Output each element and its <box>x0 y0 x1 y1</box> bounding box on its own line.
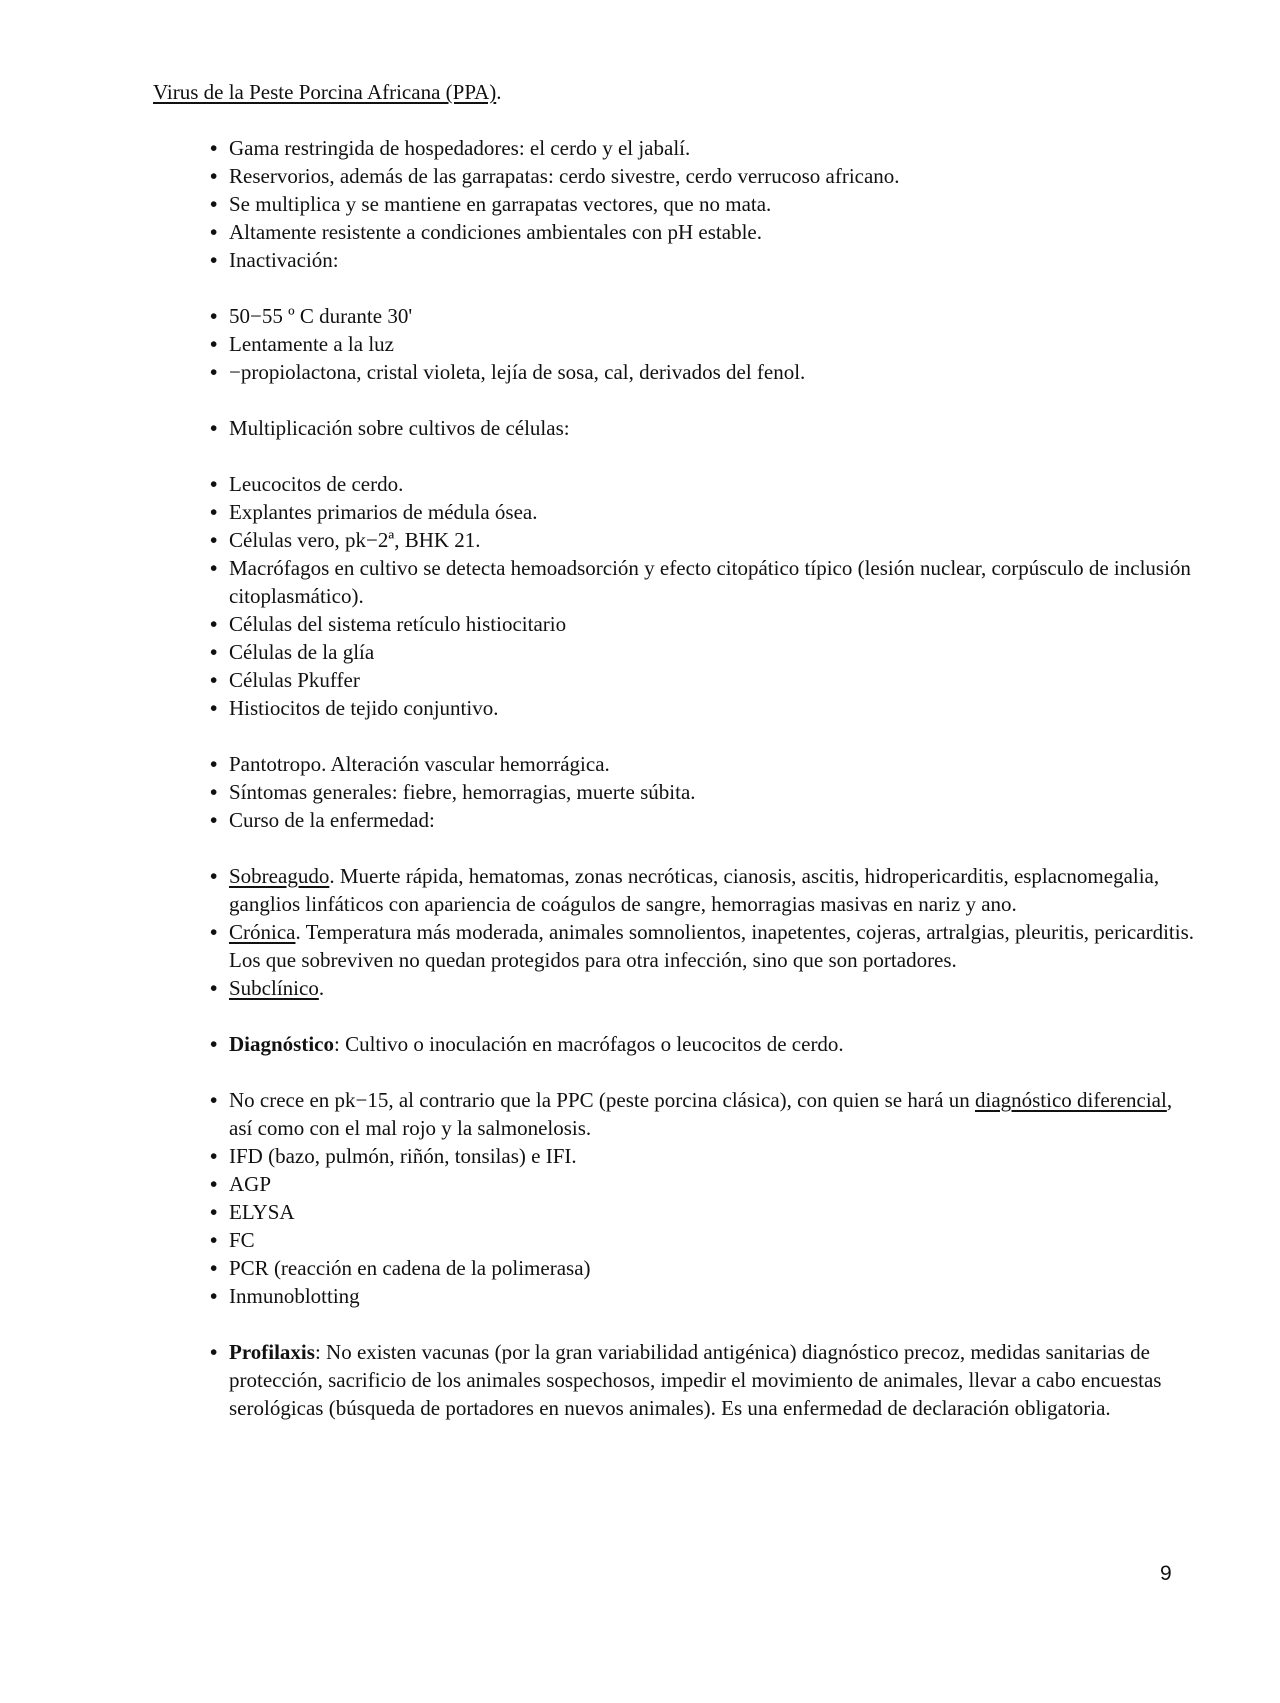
list-item-sobreagudo <box>210 862 1195 918</box>
list-item: • PCR (reacción en cadena de la polimerasa) <box>210 1254 1195 1282</box>
list-item: • Explantes primarios de médula ósea. <box>210 498 1195 526</box>
page-number: 9 <box>1160 1562 1172 1585</box>
list-item: • Células de la glía <box>210 638 1195 666</box>
list-item-subclinico <box>210 974 1195 1002</box>
multiplication-heading-list <box>210 414 1195 442</box>
diag-first-tail: , así como con el mal rojo y la salmonelosis. <box>229 1088 1173 1140</box>
list-item: • −propiolactona, cristal violeta, lejía de sosa, cal, derivados del fenol. <box>210 358 1195 386</box>
list-item: • Multiplicación sobre cultivos de células: <box>210 414 1195 442</box>
list-item: • Curso de la enfermedad: <box>210 806 1195 834</box>
disease-course-list <box>210 862 1195 1002</box>
inactivation-list <box>210 302 1195 386</box>
subclinico-text: . <box>318 976 325 1000</box>
sobreagudo-term: Sobreagudo <box>229 864 330 888</box>
prophylaxis-list <box>210 1338 1195 1422</box>
list-item: • Células del sistema retículo histiocitario <box>210 610 1195 638</box>
list-item: • Se multiplica y se mantiene en garrapatas vectores, que no mata. <box>210 190 1195 218</box>
list-item: • Inactivación: <box>210 246 1195 274</box>
profilaxis-term: Profilaxis <box>229 1340 315 1364</box>
list-item-cronica <box>210 918 1195 974</box>
list-item: • Síntomas generales: fiebre, hemorragias, muerte súbita. <box>210 778 1195 806</box>
list-item: • Pantotropo. Alteración vascular hemorrágica. <box>210 750 1195 778</box>
list-item: • Reservorios, además de las garrapatas: cerdo sivestre, cerdo verrucoso africano. <box>210 162 1195 190</box>
diagnostico-term: Diagnóstico <box>229 1032 334 1056</box>
diagnostico-text: : Cultivo o inoculación en macrófagos o leucocitos de cerdo. <box>334 1032 844 1056</box>
list-item: • 50−55 º C durante 30' <box>210 302 1195 330</box>
list-item: • Lentamente a la luz <box>210 330 1195 358</box>
diagnosis-methods-list <box>210 1086 1195 1310</box>
list-item: • Altamente resistente a condiciones ambientales con pH estable. <box>210 218 1195 246</box>
diagnosis-heading-list <box>210 1030 1195 1058</box>
subclinico-term: Subclínico <box>229 976 319 1000</box>
sobreagudo-text: . Muerte rápida, hematomas, zonas necróticas, cianosis, ascitis, hidropericarditis, esplacnomegalia, ganglios linfáticos con apariencia de coágulos de sangre, hemorragias masivas en nariz y ano. <box>229 864 1160 916</box>
page-title-suffix: . <box>496 80 502 104</box>
list-item: • FC <box>210 1226 1195 1254</box>
general-properties-list <box>210 134 1195 274</box>
list-item: • Gama restringida de hospedadores: el cerdo y el jabalí. <box>210 134 1195 162</box>
pathology-list <box>210 750 1195 834</box>
list-item-diagnostico <box>210 1030 1195 1058</box>
list-item <box>210 1086 1195 1142</box>
page-title-text: Virus de la Peste Porcina Africana (PPA) <box>153 80 497 104</box>
document-body <box>210 134 1195 1422</box>
list-item: • IFD (bazo, pulmón, riñón, tonsilas) e IFI. <box>210 1142 1195 1170</box>
page-title <box>153 78 501 106</box>
diagnostico-diferencial-term: diagnóstico diferencial <box>974 1088 1167 1112</box>
list-item: • AGP <box>210 1170 1195 1198</box>
list-item: • Células vero, pk−2ª, BHK 21. <box>210 526 1195 554</box>
list-item: • Células Pkuffer <box>210 666 1195 694</box>
list-item: • Inmunoblotting <box>210 1282 1195 1310</box>
list-item: • ELYSA <box>210 1198 1195 1226</box>
diag-first-text: No crece en pk−15, al contrario que la PPC (peste porcina clásica), con quien se hará un <box>229 1088 975 1112</box>
list-item-profilaxis <box>210 1338 1195 1422</box>
list-item: • Macrófagos en cultivo se detecta hemoadsorción y efecto citopático típico (lesión nuclear, corpúsculo de inclusión citoplasmático). <box>210 554 1195 610</box>
list-item: • Histiocitos de tejido conjuntivo. <box>210 694 1195 722</box>
profilaxis-text: : No existen vacunas (por la gran variabilidad antigénica) diagnóstico precoz, medidas sanitarias de protección, sacrificio de los animales sospechosos, impedir el movimiento de animales, llevar a cabo encuestas serológicas (búsqueda de portadores en nuevos animales). Es una enfermedad de declaración obligatoria. <box>229 1340 1162 1420</box>
cronica-term: Crónica <box>229 920 296 944</box>
list-item: • Leucocitos de cerdo. <box>210 470 1195 498</box>
cell-cultures-list <box>210 470 1195 722</box>
cronica-text: . Temperatura más moderada, animales somnolientos, inapetentes, cojeras, artralgias, pleuritis, pericarditis. Los que sobreviven no quedan protegidos para otra infección, sino que son portadores. <box>229 920 1194 972</box>
